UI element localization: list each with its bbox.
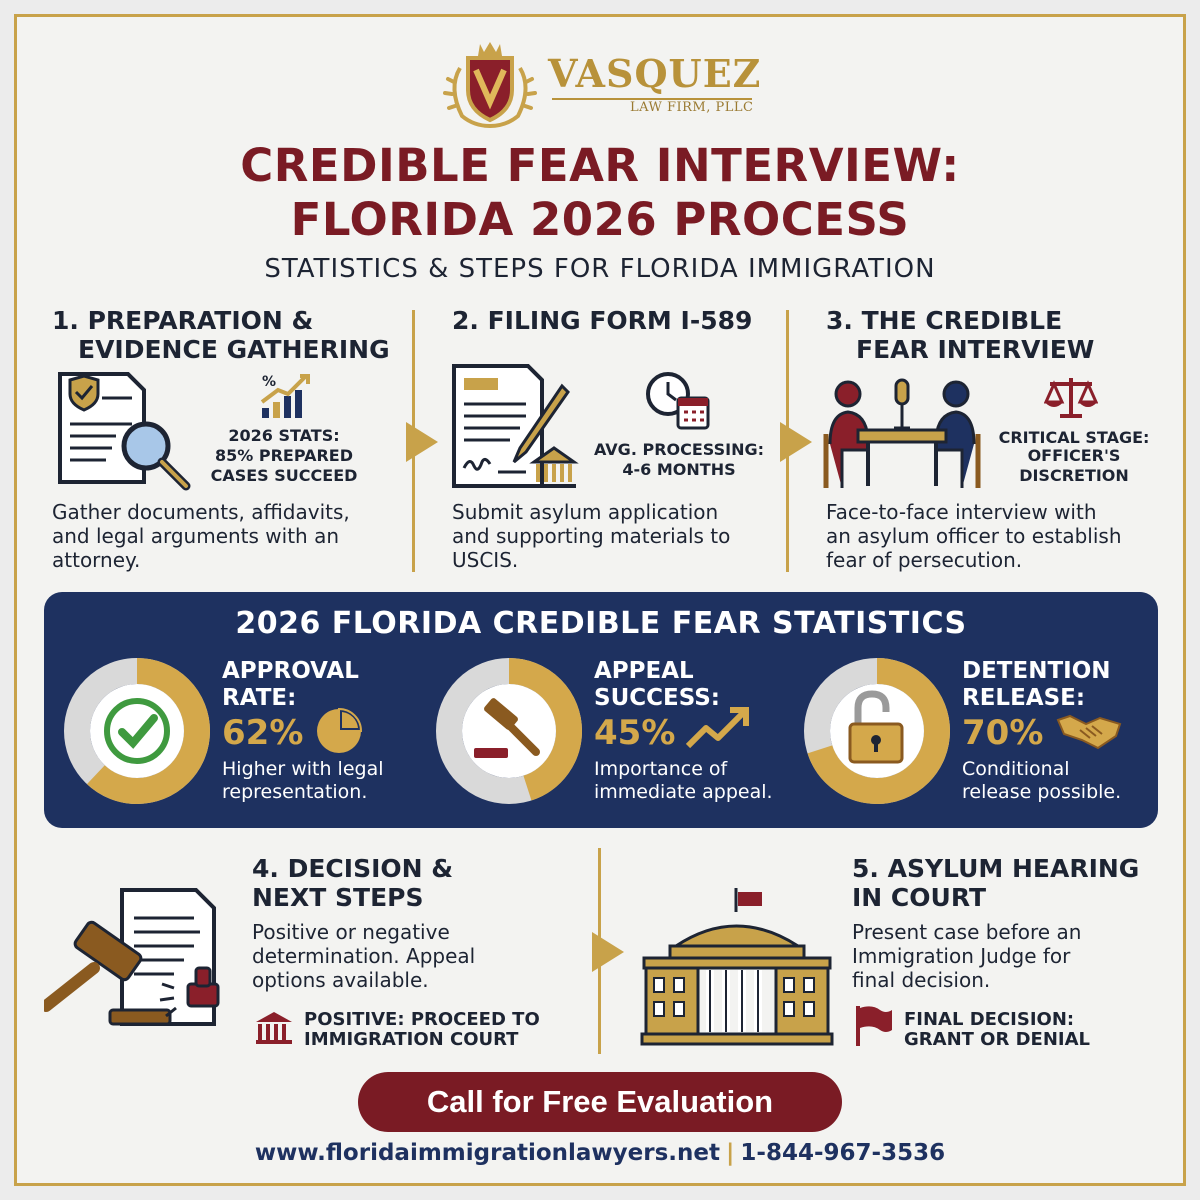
appeal-value: 45% [594,713,676,753]
brand-name: VASQUEZ [548,51,762,96]
trend-arrow-icon [686,706,750,752]
svg-text:%: % [262,374,277,390]
interview-table-icon [822,374,982,490]
detention-value: 70% [962,713,1044,753]
brand-tagline: LAW FIRM, PLLC [630,100,754,115]
approval-value: 62% [222,713,304,753]
approval-note-line1: Higher with legal [222,758,384,780]
step5-stat-line2: GRANT OR DENIAL [904,1029,1091,1050]
appeal-note-line2: immediate appeal. [594,781,773,803]
step4-desc-line2: determination. Appeal [252,944,476,968]
court-building-icon [640,886,834,1048]
form-pen-icon [450,364,580,490]
step5-desc-line1: Present case before an [852,920,1082,944]
step1-stat-line2: 85% PREPARED [214,446,353,465]
step3-title-line1: 3. THE CREDIBLE [826,306,1063,335]
free-evaluation-button[interactable]: Call for Free Evaluation [358,1072,842,1132]
step3-stat-line3: DISCRETION [1019,466,1129,485]
step1-title-line2: EVIDENCE GATHERING [78,335,390,364]
step5-stat-line1: FINAL DECISION: [904,1009,1075,1030]
law-firm-crest-icon [440,38,540,130]
page-title-line2: FLORIDA 2026 PROCESS [290,193,910,246]
step4-desc-line3: options available. [252,968,429,992]
step3-desc-line2: an asylum officer to establish [826,524,1122,548]
step-arrow-icon [590,930,626,974]
step4-stat-line2: IMMIGRATION COURT [304,1029,519,1050]
step5-desc-line3: final decision. [852,968,991,992]
step1-desc-line3: attorney. [52,548,141,572]
step2-stat-line1: AVG. PROCESSING: [594,440,764,459]
appeal-label-line1: APPEAL [594,658,694,684]
step1-desc-line1: Gather documents, affidavits, [52,500,350,524]
phone-link[interactable]: 1-844-967-3536 [740,1140,946,1166]
step4-title-line2: NEXT STEPS [252,883,424,912]
step1-desc-line2: and legal arguments with an [52,524,340,548]
flag-icon [852,1004,894,1048]
step4-desc-line1: Positive or negative [252,920,450,944]
step2-stat-line2: 4-6 MONTHS [622,460,736,479]
courthouse-icon [254,1010,294,1046]
step1-title-line1: 1. PREPARATION & [52,306,314,335]
detention-label-line1: DETENTION [962,658,1111,684]
step4-title-line1: 4. DECISION & [252,854,454,883]
clock-calendar-icon [644,370,712,432]
appeal-label-line2: SUCCESS: [594,685,721,711]
step5-desc-line2: Immigration Judge for [852,944,1071,968]
step1-stat-line3: CASES SUCCEED [210,466,358,485]
footer-contact [0,1140,1200,1166]
approval-note-line2: representation. [222,781,368,803]
step5-title-line1: 5. ASYLUM HEARING [852,854,1140,883]
detention-label-line2: RELEASE: [962,685,1086,711]
page-subtitle: STATISTICS & STEPS FOR FLORIDA IMMIGRATION [264,254,936,284]
step3-title-line2: FEAR INTERVIEW [856,335,1095,364]
step2-desc-line2: and supporting materials to [452,524,731,548]
gavel-stamp-icon [44,884,244,1042]
approval-label-line2: RATE: [222,685,297,711]
step2-desc-line3: USCIS. [452,548,519,572]
page-title-line1: CREDIBLE FEAR INTERVIEW: [240,139,960,192]
step3-stat-line2: OFFICER'S [1027,446,1121,465]
pie-icon [314,706,364,756]
step3-desc-line3: fear of persecution. [826,548,1023,572]
step2-title: 2. FILING FORM I-589 [452,306,753,335]
step1-stat-line1: 2026 STATS: [228,426,340,445]
handshake-icon [1056,710,1122,752]
detention-note-line2: release possible. [962,781,1122,803]
approval-rate-donut [62,656,212,806]
step4-stat-line1: POSITIVE: PROCEED TO [304,1009,540,1030]
document-magnifier-icon [56,370,196,494]
step2-desc-line1: Submit asylum application [452,500,719,524]
approval-label-line1: APPROVAL [222,658,359,684]
step3-desc-line1: Face-to-face interview with [826,500,1097,524]
detention-note-line1: Conditional [962,758,1070,780]
step-arrow-icon [404,420,440,464]
appeal-note-line1: Importance of [594,758,728,780]
growth-chart-icon [256,372,312,420]
detention-release-donut [802,656,952,806]
website-link[interactable]: www.floridaimmigrationlawyers.net [254,1140,721,1166]
step-arrow-icon [778,420,814,464]
appeal-success-donut [434,656,584,806]
step5-title-line2: IN COURT [852,883,987,912]
step3-stat-line1: CRITICAL STAGE: [998,428,1150,447]
footer-separator: | [726,1140,735,1166]
statistics-panel-title: 2026 FLORIDA CREDIBLE FEAR STATISTICS [235,606,967,641]
scales-icon [1044,374,1098,420]
